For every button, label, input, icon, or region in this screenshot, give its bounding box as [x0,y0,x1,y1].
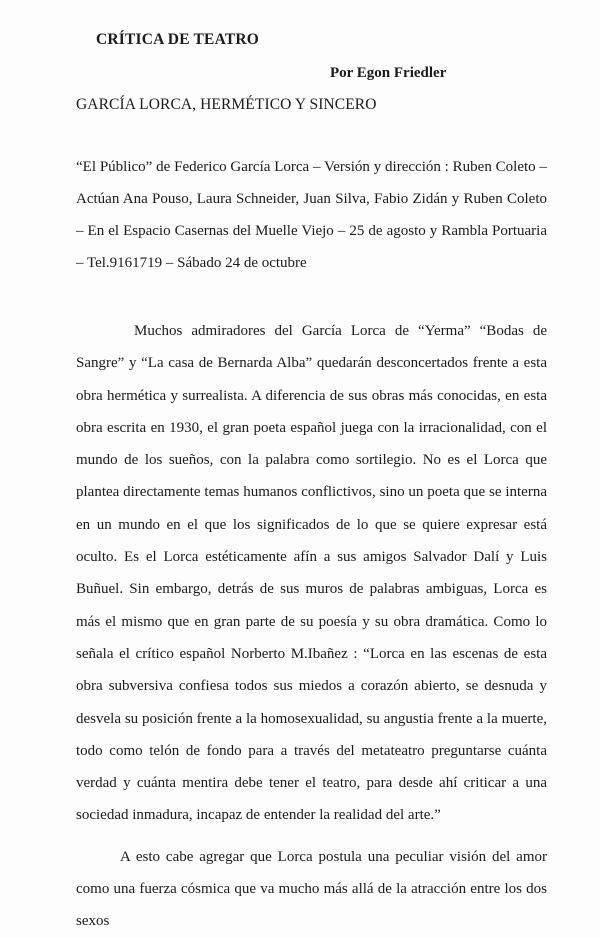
body-paragraph-1: Muchos admiradores del García Lorca de “Yerma” “Bodas de Sangre” y “La casa de Bernarda Alba” quedarán desconcertados frente a esta obra hermética y surrealista. A diferencia de sus obras más conocidas, en esta obra escrita en 1930, el gran poeta español juega con la irracionalidad, con el mundo de los sueños, con la palabra como sortilegio. No es el Lorca que plantea directamente temas humanos conflictivos, sino un poeta que se interna en un mundo en el que los significados de lo que se quiere expresar está oculto. Es el Lorca estéticamente afín a sus amigos Salvador Dalí y Luis Buñuel. Sin embargo, detrás de sus muros de palabras ambiguas, Lorca es más el mismo que en gran parte de su poesía y su obra dramática. Como lo señala el crítico español Norberto M.Ibañez : “Lorca en las escenas de esta obra subversiva confiesa todos sus miedos a corazón abierto, se desnuda y desvela su posición frente a la homosexualidad, su angustia frente a la muerte, todo como telón de fondo para a través del metateatro preguntarse cuánta verdad y cuánta mentira debe tener el teatro, para desde ahí criticar a una sociedad inmadura, incapaz de entender la realidad del arte.” [76,323,547,824]
body-paragraph-2: A esto cabe agregar que Lorca postula una peculiar visión del amor como una fuerza cósmica que va mucho más allá de la atracción entre los dos sexos [76,848,547,930]
section-label: CRÍTICA DE TEATRO [96,31,260,48]
author-byline: Por Egon Friedler [330,65,447,81]
article-body [76,315,547,938]
production-credits: “El Público” de Federico García Lorca – Versión y dirección : Ruben Coleto – Actúan Ana Pouso, Laura Schneider, Juan Silva, Fabio Zidán y Ruben Coleto – En el Espacio Casernas del Muelle Viejo – 25 de agosto y Rambla Portuaria – Tel.9161719 – Sábado 24 de octubre [76,159,547,271]
article-headline: GARCÍA LORCA, HERMÉTICO Y SINCERO [76,96,377,113]
